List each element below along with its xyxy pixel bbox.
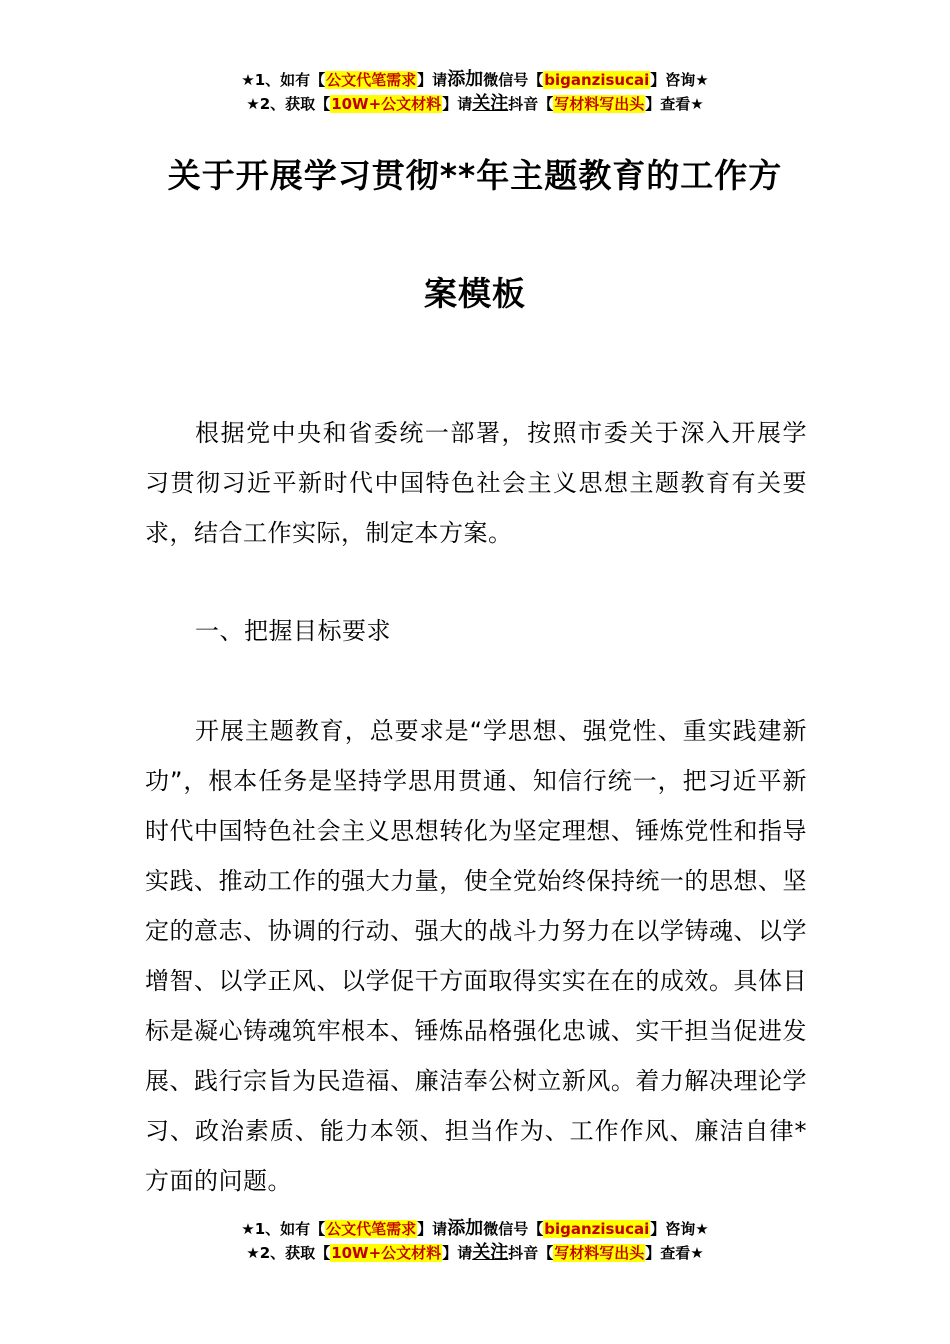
promo-line-1 bbox=[0, 68, 950, 92]
body-paragraph-1: 根据党中央和省委统一部署，按照市委关于深入开展学习贯彻习近平新时代中国特色社会主义思想主题教育有关要求，结合工作实际，制定本方案。 bbox=[145, 419, 807, 547]
promo-line-2 bbox=[0, 92, 950, 116]
promo-highlight: 10W+公文材料 bbox=[331, 95, 442, 113]
promo-text: 】请 bbox=[442, 1244, 473, 1262]
promo-highlight: 公文代笔需求 bbox=[326, 71, 417, 89]
promo-text: 】请 bbox=[417, 71, 448, 89]
promo-text: ★2、获取【 bbox=[246, 95, 331, 113]
promo-text: 】请 bbox=[417, 1220, 448, 1238]
promo-highlight: biganzisucai bbox=[544, 1220, 650, 1238]
promo-text: 抖音【 bbox=[508, 1244, 554, 1262]
promo-emphasis: 添加 bbox=[447, 1218, 484, 1239]
promo-highlight: 10W+公文材料 bbox=[331, 1244, 442, 1262]
promo-emphasis: 关注 bbox=[472, 1242, 509, 1263]
promo-banner-top bbox=[0, 68, 950, 116]
promo-text: ★2、获取【 bbox=[246, 1244, 331, 1262]
promo-text: 】查看★ bbox=[645, 1244, 704, 1262]
promo-text: 微信号【 bbox=[483, 71, 544, 89]
section-heading-1: 一、把握目标要求 bbox=[195, 617, 391, 645]
promo-line-1 bbox=[0, 1217, 950, 1241]
promo-highlight: 写材料写出头 bbox=[554, 95, 645, 113]
promo-text: ★1、如有【 bbox=[241, 1220, 326, 1238]
promo-highlight: 写材料写出头 bbox=[554, 1244, 645, 1262]
promo-emphasis: 添加 bbox=[447, 69, 484, 90]
promo-highlight: biganzisucai bbox=[544, 71, 650, 89]
promo-emphasis: 关注 bbox=[472, 93, 509, 114]
promo-text: 】查看★ bbox=[645, 95, 704, 113]
body-paragraph-2: 开展主题教育，总要求是“学思想、强党性、重实践建新功”，根本任务是坚持学思用贯通、知信行统一，把习近平新时代中国特色社会主义思想转化为坚定理想、锤炼党性和指导实践、推动工作的强大力量，使全党始终保持统一的思想、坚定的意志、协调的行动、强大的战斗力努力在以学铸魂、以学增智、以学正风、以学促干方面取得实实在在的成效。具体目标是凝心铸魂筑牢根本、锤炼品格强化忠诚、实干担当促进发展、践行宗旨为民造福、廉洁奉公树立新风。着力解决理论学习、政治素质、能力本领、担当作为、工作作风、廉洁自律*方面的问题。 bbox=[145, 717, 807, 1195]
promo-line-2 bbox=[0, 1241, 950, 1265]
document-title-line-2: 案模板 bbox=[424, 274, 526, 313]
promo-text: ★1、如有【 bbox=[241, 71, 326, 89]
promo-text: 】咨询★ bbox=[650, 1220, 709, 1238]
promo-banner-bottom bbox=[0, 1217, 950, 1265]
promo-text: 微信号【 bbox=[483, 1220, 544, 1238]
document-title-line-1: 关于开展学习贯彻**年主题教育的工作方 bbox=[167, 156, 783, 195]
promo-text: 抖音【 bbox=[508, 95, 554, 113]
promo-text: 】请 bbox=[442, 95, 473, 113]
promo-highlight: 公文代笔需求 bbox=[326, 1220, 417, 1238]
promo-text: 】咨询★ bbox=[650, 71, 709, 89]
